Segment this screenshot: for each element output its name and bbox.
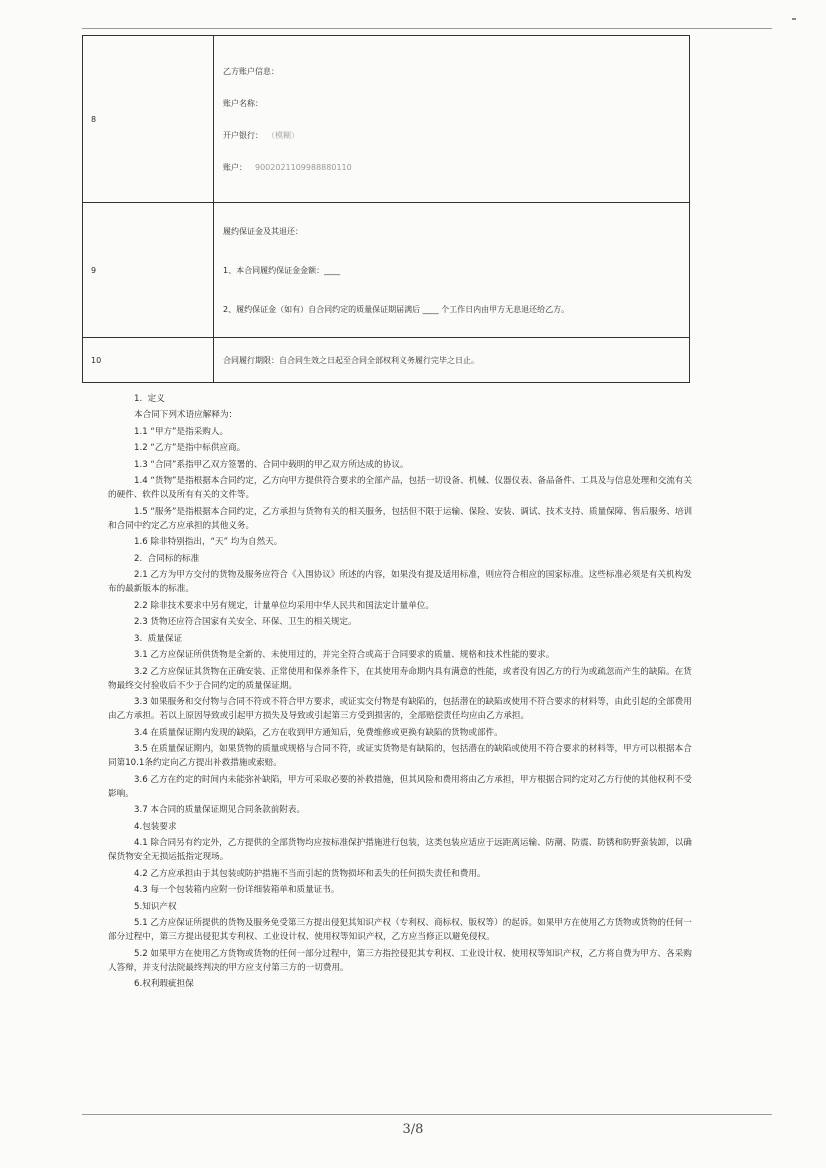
footer-rule — [82, 1114, 772, 1115]
clause-paragraph: 4.1 除合同另有约定外，乙方提供的全部货物均应按标准保护措施进行包装，这类包装应适应于远距离运输、防潮、防震、防锈和防野蛮装卸，以确保货物安全无损运抵指定现场。 — [108, 838, 692, 862]
header-rule — [82, 28, 772, 29]
clause-line: 2. 合同标的标准 — [134, 553, 200, 564]
row-number: 8 — [83, 36, 214, 203]
bank-value: （模糊） — [271, 130, 299, 140]
clause-line: 2.2 除非技术要求中另有规定，计量单位均采用中华人民共和国法定计量单位。 — [134, 600, 434, 611]
clause-line: 4.包装要求 — [134, 821, 177, 832]
clause-line: 6.权利瑕疵担保 — [134, 979, 194, 989]
clause-line: 1.6 除非特别指出，“天” 均为自然天。 — [134, 537, 283, 547]
clause-line: 3.1 乙方应保证所供货物是全新的、未使用过的，并完全符合或高于合同要求的质量、规格和技术性能的要求。 — [134, 650, 555, 660]
row-content — [214, 203, 690, 338]
page-number: 3/8 — [402, 1122, 424, 1137]
clause-line: 1.3 “合同”系指甲乙双方签署的、合同中载明的甲乙双方所达成的协议。 — [134, 459, 409, 470]
contract-terms-table — [82, 35, 690, 383]
deposit-amount: 1、本合同履约保证金金额：____ — [223, 265, 341, 275]
clause-line: 3. 质量保证 — [134, 633, 183, 644]
row-content — [214, 36, 690, 203]
account-number-line — [223, 162, 689, 173]
table-row — [83, 338, 690, 383]
account-name-label: 账户名称： — [223, 98, 263, 108]
clause-line: 4.3 每一个包装箱内应附一份详细装箱单和质量证书。 — [134, 885, 340, 895]
bank-line — [223, 130, 689, 141]
clause-line: 本合同下列术语应解释为： — [134, 410, 238, 420]
bank-label: 开户银行： — [223, 130, 263, 140]
clause-line: 5.知识产权 — [134, 901, 177, 912]
clause-paragraph: 3.6 乙方在约定的时间内未能弥补缺陷，甲方可采取必要的补救措施，但其风险和费用将由乙方承担，甲方根据合同约定对乙方行使的其他权利不受影响。 — [108, 774, 692, 799]
clause-paragraph: 3.5 在质量保证期内，如果货物的质量或规格与合同不符，或证实货物是有缺陷的，包括潜在的缺陷或使用不符合要求的材料等，甲方可以根据本合同第10.1条约定向乙方提出补救措施或索赔。 — [108, 744, 692, 768]
clause-paragraph: 3.3 如果服务和交付物与合同不符或不符合甲方要求，或证实交付物是有缺陷的，包括潜在的缺陷或使用不符合要求的材料等，由此引起的全部费用由乙方承担。若以上原因导致或引起甲方损失及导致或引起第三方受到损害的，全部赔偿责任均应由乙方承担。 — [108, 697, 692, 721]
account-info-label: 乙方账户信息： — [223, 66, 279, 76]
clause-line: 4.2 乙方应承担由于其包装或防护措施不当而引起的货物损坏和丢失的任何损失责任和费用。 — [134, 868, 486, 879]
row-number: 10 — [83, 338, 214, 383]
clause-paragraph: 1.4 “货物”是指根据本合同约定，乙方向甲方提供符合要求的全部产品，包括一切设备、机械、仪器仪表、备品备件、工具及与信息处理和交流有关的硬件、软件以及所有有关的文件等。 — [108, 476, 693, 500]
clause-line: 1.1 “甲方”是指采购人。 — [134, 426, 229, 437]
clause-line: 3.7 本合同的质量保证期见合同条款前附表。 — [134, 805, 306, 815]
contract-period: 合同履行期限：自合同生效之日起至合同全部权利义务履行完毕之日止。 — [223, 355, 479, 365]
clause-paragraph: 2.1 乙方为甲方交付的货物及服务应符合《入围协议》所述的内容，如果没有提及适用标准，则应符合相应的国家标准。这些标准必须是有关机构发布的最新版本的标准。 — [108, 570, 692, 594]
scan-mark — [792, 18, 796, 20]
clause-line: 1.2 “乙方”是指中标供应商。 — [134, 443, 246, 453]
row-content — [214, 338, 690, 383]
contract-clauses — [108, 389, 694, 991]
clause-paragraph: 5.1 乙方应保证所提供的货物及服务免受第三方提出侵犯其知识产权（专利权、商标权、版权等）的起诉。如果甲方在使用乙方货物或货物的任何一部分过程中，第三方提出侵犯其专利权、工业设计权、使用权等知识产权，乙方应当修正以避免侵权。 — [108, 918, 692, 942]
deposit-heading: 履约保证金及其退还： — [223, 226, 303, 236]
clause-line: 1. 定义 — [134, 393, 165, 404]
clause-paragraph: 3.2 乙方应保证其货物在正确安装、正常使用和保养条件下，在其使用寿命期内具有满意的性能，或者没有因乙方的行为或疏忽而产生的缺陷。在货物最终交付验收后不少于合同约定的质量保证期。 — [108, 666, 692, 691]
clause-paragraph: 5.2 如果甲方在使用乙方货物或货物的任何一部分过程中，第三方指控侵犯其专利权、工业设计权、使用权等知识产权，乙方将自费为甲方、各采购人答辩，并支付法院最终判决的甲方应支付第三方的一切费用。 — [108, 948, 692, 973]
table-row — [83, 203, 690, 338]
row-number: 9 — [83, 203, 214, 338]
account-number-value: 9002021109988880110 — [255, 162, 352, 172]
clause-paragraph: 1.5 “服务”是指根据本合同约定，乙方承担与货物有关的相关服务，包括但不限于运输、保险、安装、调试、技术支持、质量保障、售后服务、培训和合同中约定乙方应承担的其他义务。 — [108, 506, 693, 531]
deposit-refund: 2、履约保证金（如有）自合同约定的质量保证期届满后 ____ 个工作日内由甲方无息退还给乙方。 — [223, 304, 570, 314]
table-row — [83, 36, 690, 203]
account-number-label: 账户： — [223, 162, 247, 172]
clause-line: 2.3 货物还应符合国家有关安全、环保、卫生的相关规定。 — [134, 617, 357, 627]
clause-line: 3.4 在质量保证期内发现的缺陷，乙方在收到甲方通知后，免费维修或更换有缺陷的货物或部件。 — [134, 727, 503, 738]
